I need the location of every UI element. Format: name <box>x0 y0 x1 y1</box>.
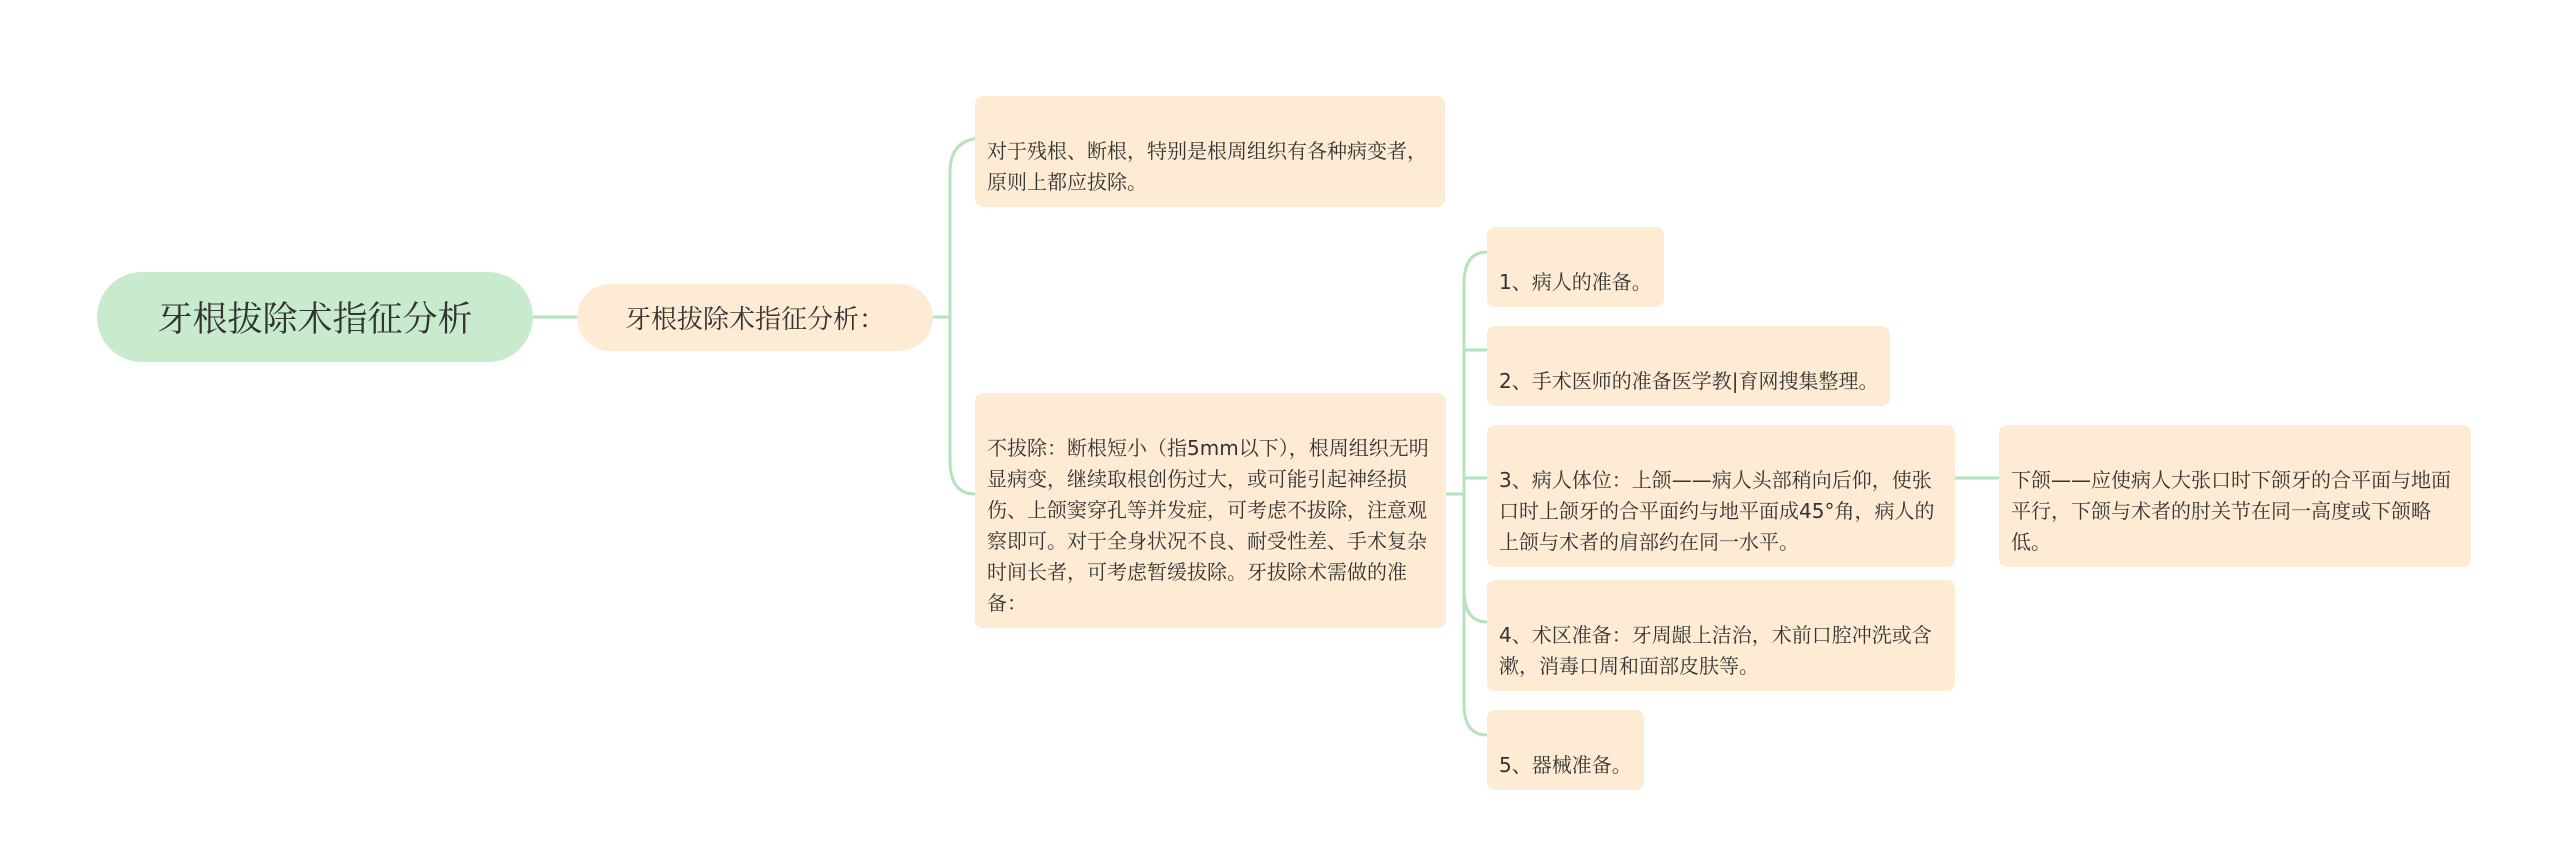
connector-l3-1 <box>1464 252 1487 494</box>
node-l2-no-extraction[interactable] <box>975 393 1446 628</box>
root-node[interactable] <box>97 272 533 362</box>
node-l2-extraction-indicated[interactable] <box>975 96 1445 207</box>
node-l3-field-prep[interactable] <box>1487 580 1955 691</box>
connector-l3-4 <box>1464 494 1487 622</box>
node-l2-extraction-indicated-text: 对于残根、断根，特别是根周组织有各种病变者，原则上都应拔除。 <box>987 139 1427 194</box>
node-l3-patient-prep[interactable] <box>1487 227 1664 307</box>
root-node-label: 牙根拔除术指征分析 <box>157 300 473 340</box>
connector-branch-l2-b <box>950 317 975 494</box>
branch-node[interactable] <box>577 284 933 351</box>
node-l4-mandible-position[interactable] <box>1999 425 2471 567</box>
node-l3-field-prep-text: 4、术区准备：牙周龈上洁治，术前口腔冲洗或含漱，消毒口周和面部皮肤等。 <box>1499 623 1932 678</box>
node-l3-instrument-prep-text: 5、器械准备。 <box>1499 753 1632 777</box>
node-l4-mandible-position-text: 下颌——应使病人大张口时下颌牙的合平面与地面平行，下颌与术者的肘关节在同一高度或下颌略低。 <box>2011 468 2451 554</box>
node-l3-patient-prep-text: 1、病人的准备。 <box>1499 270 1652 294</box>
node-l2-no-extraction-text: 不拔除：断根短小（指5mm以下），根周组织无明显病变，继续取根创伤过大，或可能引起神经损伤、上颌窦穿孔等并发症，可考虑不拔除，注意观察即可。对于全身状况不良、耐受性差、手术复杂时间长者，可考虑暂缓拔除。牙拔除术需做的准备： <box>987 436 1429 615</box>
node-l3-surgeon-prep-text: 2、手术医师的准备医学教|育网搜集整理。 <box>1499 369 1879 393</box>
node-l3-surgeon-prep[interactable] <box>1487 326 1890 406</box>
node-l3-patient-position[interactable] <box>1487 425 1955 567</box>
node-l3-instrument-prep[interactable] <box>1487 710 1644 790</box>
node-l3-patient-position-text: 3、病人体位：上颌——病人头部稍向后仰，使张口时上颌牙的合平面约与地平面成45°角，病人的上颌与术者的肩部约在同一水平。 <box>1499 468 1935 554</box>
branch-node-label: 牙根拔除术指征分析： <box>624 305 885 335</box>
